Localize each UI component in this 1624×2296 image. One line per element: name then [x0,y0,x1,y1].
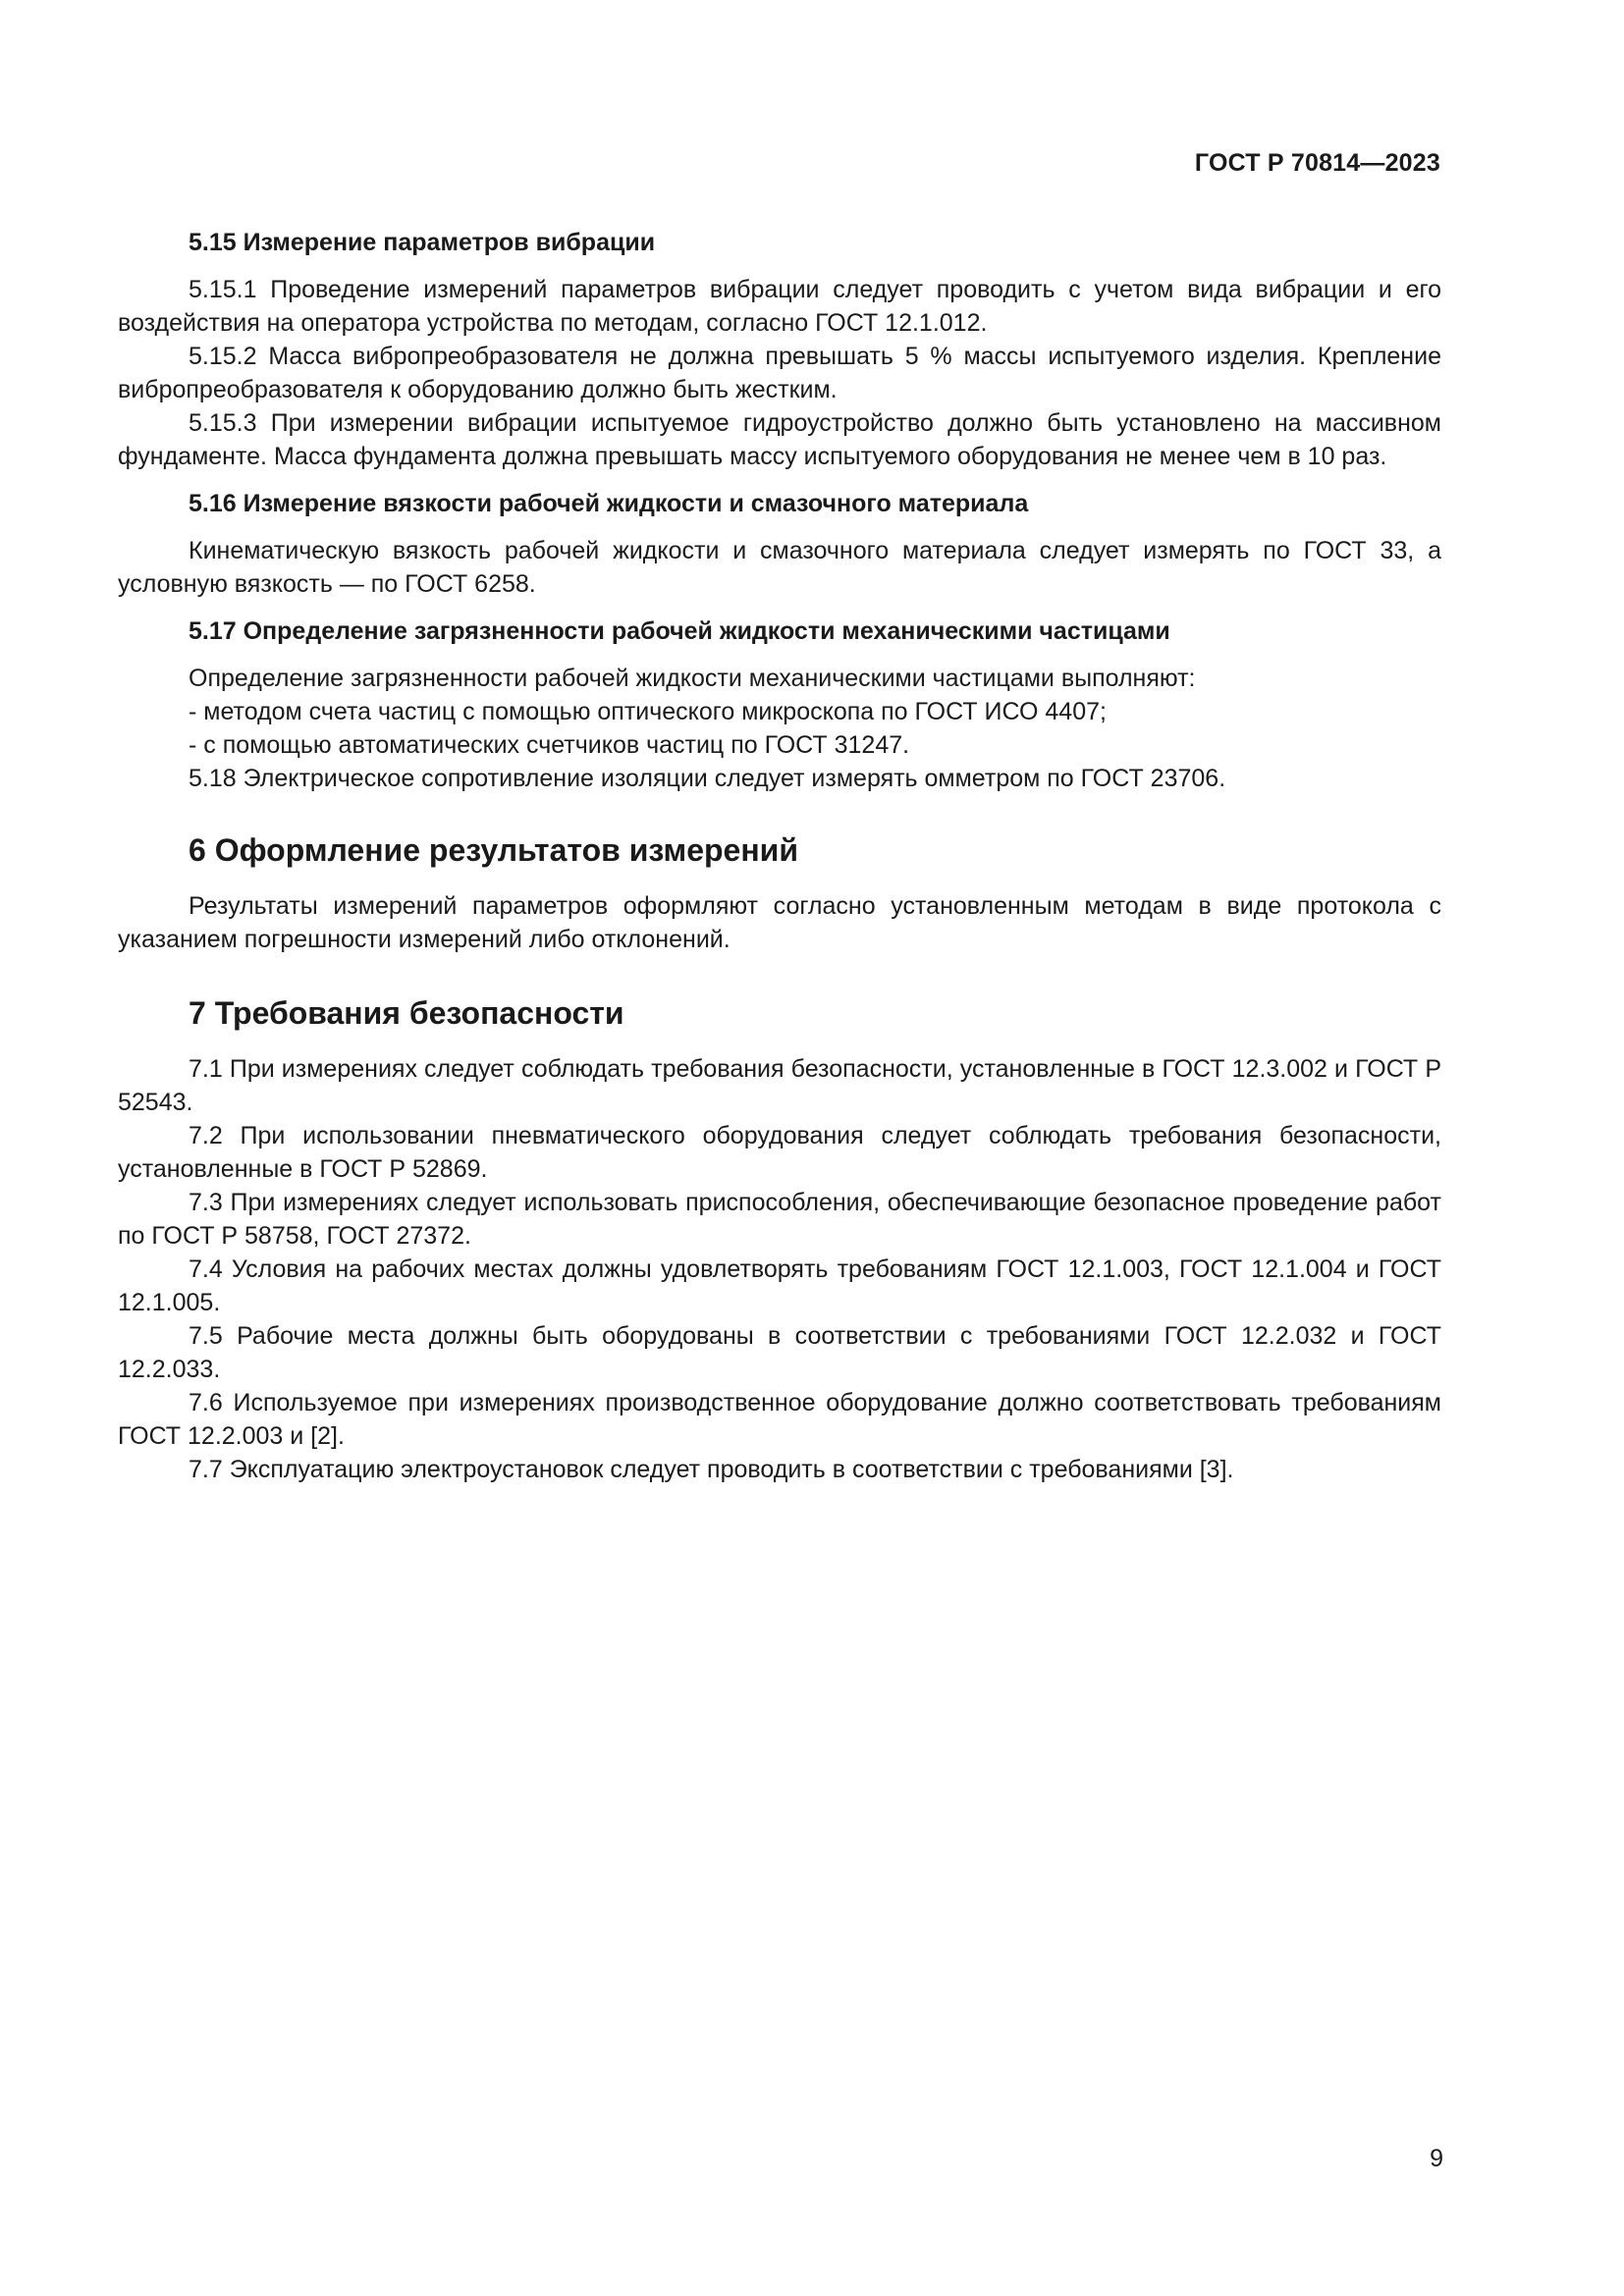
paragraph-5-16: Кинематическую вязкость рабочей жидкости и смазочного материала следует измерять по ГОСТ 33, а условную вязкость — по ГОСТ 6258. [118,537,1441,598]
page-number: 9 [1430,2145,1443,2172]
heading-5-15: 5.15 Измерение параметров вибрации [189,229,656,256]
paragraph-7-2: 7.2 При использовании пневматического оборудования следует соблюдать требования безопасности, установленные в ГОСТ Р 52869. [118,1122,1441,1183]
paragraph-7-1: 7.1 При измерениях следует соблюдать требования безопасности, установленные в ГОСТ 12.3.002 и ГОСТ Р 52543. [118,1055,1441,1116]
paragraph-5-15-2: 5.15.2 Масса вибропреобразователя не должна превышать 5 % массы испытуемого изделия. Крепление вибропреобразователя к оборудованию должно быть жестким. [118,343,1441,403]
paragraph-5-18: 5.18 Электрическое сопротивление изоляции следует измерять омметром по ГОСТ 23706. [189,765,1226,792]
paragraph-7-6: 7.6 Используемое при измерениях производственное оборудование должно соответствовать требованиям ГОСТ 12.2.003 и [2]. [118,1389,1441,1450]
paragraph-6: Результаты измерений параметров оформляют согласно установленным методам в виде протокола с указанием погрешности измерений либо отклонений. [118,892,1441,953]
paragraph-7-3: 7.3 При измерениях следует использовать приспособления, обеспечивающие безопасное проведение работ по ГОСТ Р 58758, ГОСТ 27372. [118,1189,1441,1250]
paragraph-7-4: 7.4 Условия на рабочих местах должны удовлетворять требованиям ГОСТ 12.1.003, ГОСТ 12.1.004 и ГОСТ 12.1.005. [118,1255,1441,1316]
paragraph-5-17-intro: Определение загрязненности рабочей жидкости механическими частицами выполняют: [189,665,1196,692]
heading-section-7: 7 Требования безопасности [189,995,624,1031]
paragraph-7-5: 7.5 Рабочие места должны быть оборудованы в соответствии с требованиями ГОСТ 12.2.032 и ГОСТ 12.2.033. [118,1322,1441,1383]
heading-5-16: 5.16 Измерение вязкости рабочей жидкости и смазочного материала [189,490,1029,517]
list-item: - с помощью автоматических счетчиков частиц по ГОСТ 31247. [189,731,910,759]
paragraph-7-7: 7.7 Эксплуатацию электроустановок следует проводить в соответствии с требованиями [3]. [189,1456,1234,1483]
heading-5-17: 5.17 Определение загрязненности рабочей жидкости механическими частицами [189,617,1170,645]
heading-section-6: 6 Оформление результатов измерений [189,832,798,868]
document-body [118,226,1441,1486]
document-header: ГОСТ Р 70814—2023 [1194,149,1440,177]
paragraph-5-15-1: 5.15.1 Проведение измерений параметров вибрации следует проводить с учетом вида вибрации и его воздействия на оператора устройства по методам, согласно ГОСТ 12.1.012. [118,276,1441,337]
list-item: - методом счета частиц с помощью оптического микроскопа по ГОСТ ИСО 4407; [189,698,1107,725]
paragraph-5-15-3: 5.15.3 При измерении вибрации испытуемое гидроустройство должно быть установлено на массивном фундаменте. Масса фундамента должна превышать массу испытуемого оборудования не менее чем в 10 раз. [118,409,1441,470]
